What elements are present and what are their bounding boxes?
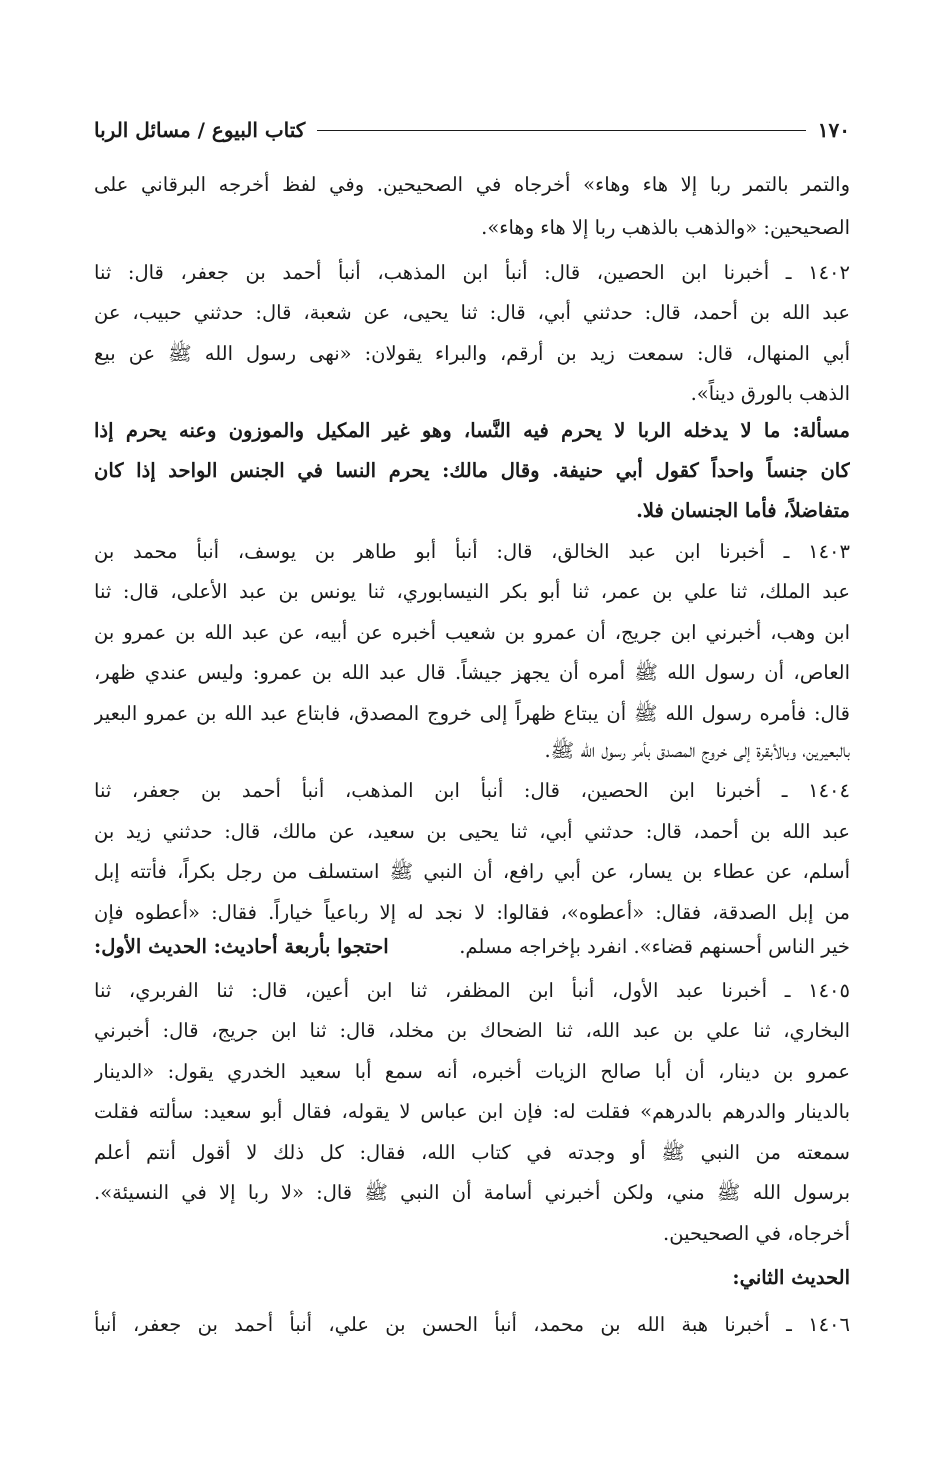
running-header [94,112,850,148]
text-line: الصحيحين: «والذهب بالذهب ربا إلا هاء وهاء». [481,216,850,239]
text-line: بالدينار والدرهم بالدرهم» فقلت له: فإن ابن عباس لا يقوله، فقال أبو سعيد: سألته فقلت [94,1100,850,1123]
text-line-mixed [94,930,850,964]
text-line: والتمر بالتمر ربا إلا هاء وهاء» أخرجاه في الصحيحين. وفي لفظ أخرجه البرقاني على [94,173,850,196]
text-line: ابن وهب، أخبرني ابن جريج، أن عمرو بن شعيب أخبره عن أبيه، عن عبد الله بن عمرو بن [94,621,850,644]
text-line: ١٤٠٦ ـ أخبرنا هبة الله بن محمد، أنبأ الحسن بن علي، أنبأ أحمد بن جعفر، أنبأ [94,1313,850,1336]
text-line: برسول الله ﷺ مني، ولكن أخبرني أسامة أن النبي ﷺ قال: «لا ربا إلا في النسيئة». [94,1181,850,1204]
text-line: ١٤٠٢ ـ أخبرنا ابن الحصين، قال: أنبأ ابن المذهب، أنبأ أحمد بن جعفر، قال: ثنا [94,261,850,284]
section-heading: الحديث الثاني: [732,1266,850,1289]
text-line: أخرجاه، في الصحيحين. [663,1222,850,1245]
text-line: عبد الله بن أحمد، قال: حدثني أبي، ثنا يحيى بن سعيد، عن مالك، قال: حدثني زيد بن [94,820,850,843]
text-line: عبد الملك، ثنا علي بن عمر، ثنا أبو بكر النيسابوري، ثنا يونس بن عبد الأعلى، قال: ثنا [94,580,850,603]
text-line: أسلم، عن عطاء بن يسار، عن أبي رافع، أن النبي ﷺ استسلف من رجل بكراً، فأتته إبل [94,860,850,883]
text-line: سمعته من النبي ﷺ أو وجدته في كتاب الله، فقال: كل ذلك لا أقول أنتم أعلم [94,1141,850,1164]
text-line: البخاري، ثنا علي بن عبد الله، ثنا الضحاك بن مخلد، قال: ثنا ابن جريج، قال: أخبرني [94,1019,850,1042]
text-line: العاص، أن رسول الله ﷺ أمره أن يجهز جيشاً. قال عبد الله بن عمرو: وليس عندي ظهر، [94,661,850,684]
text-line: ١٤٠٣ ـ أخبرنا ابن عبد الخالق، قال: أنبأ أبو طاهر بن يوسف، أنبأ محمد بن [94,540,850,563]
text-line: الذهب بالورق ديناً». [690,382,850,405]
text-line: أبي المنهال، قال: سمعت زيد بن أرقم، والبراء يقولان: «نهى رسول الله ﷺ عن بيع [94,342,850,365]
header-rule [317,130,805,131]
text-line: من إبل الصدقة، فقال: «أعطوه»، فقالوا: لا نجد له إلا رباعياً خياراً. فقال: «أعطوه فإن [94,901,850,924]
page-number: ١٧٠ [817,118,850,142]
text-line: بالبعيرين، وبالأبقرة إلى خروج المصدق بأمر رسول الله ﷺ. [544,739,850,762]
text-line: عمرو بن دينار، أن أبا صالح الزيات أخبره، أنه سمع أبا سعيد الخدري يقول: «الدينار [94,1060,850,1083]
header-title: كتاب البيوع / مسائل الربا [94,118,306,142]
text-line: قال: فأمره رسول الله ﷺ أن يبتاع ظهراً إلى خروج المصدق، فابتاع عبد الله بن عمرو البعير [94,702,850,725]
issue-line: مسألة: ما لا يدخله الربا لا يحرم فيه النَّسا، وهو غير المكيل والموزون وعنه يحرم إذا [94,419,850,442]
text-line: ١٤٠٤ ـ أخبرنا ابن الحصين، قال: أنبأ ابن المذهب، أنبأ أحمد بن جعفر، ثنا [94,779,850,802]
text-line: عبد الله بن أحمد، قال: حدثني أبي، قال: ثنا يحيى، عن شعبة، قال: حدثني حبيب، عن [94,301,850,324]
text-line: ١٤٠٥ ـ أخبرنا عبد الأول، أنبأ ابن المظفر، ثنا ابن أعين، قال: ثنا الفربري، ثنا [94,979,850,1002]
section-heading: احتجوا بأربعة أحاديث: الحديث الأول: [94,935,389,958]
issue-line: كان جنساً واحداً كقول أبي حنيفة. وقال مالك: يحرم النسا في الجنس الواحد إذا كان [94,459,850,482]
issue-line: متفاضلاً، فأما الجنسان فلا. [636,499,850,522]
text-segment: خير الناس أحسنهم قضاء». انفرد بإخراجه مسلم. [459,935,850,958]
